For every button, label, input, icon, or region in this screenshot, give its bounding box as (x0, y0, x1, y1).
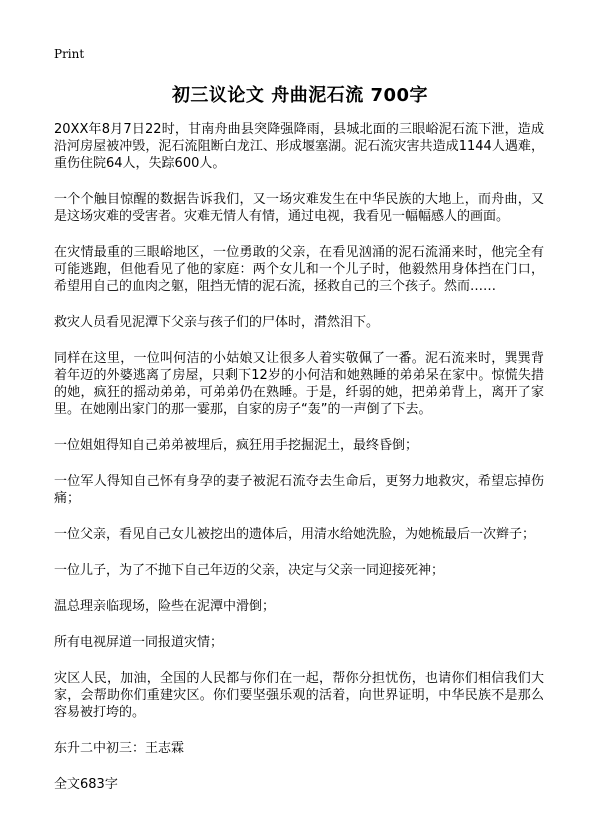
paragraph: 一位儿子，为了不抛下自己年迈的父亲，决定与父亲一同迎接死神； (54, 563, 445, 578)
paragraph: 灾区人民，加油，全国的人民都与你们在一起，帮你分担忧伤，也请你们相信我们大家，会帮助你们重建灾区。你们要坚强乐观的活着，向世界证明，中华民族不是那么容易被打垮的。 (54, 671, 544, 720)
paragraph: 同样在这里，一位叫何洁的小姑娘又让很多人着实敬佩了一番。泥石流来时，巽巽背着年迈的外婆逃离了房屋，只剩下12岁的小何洁和她熟睡的弟弟呆在家中。惊慌失措的她，疯狂的摇动弟弟，可弟弟仍在熟睡。于是，纤弱的她，把弟弟背上，离开了家里。在她刚出家门的那一霎那，自家的房子“轰”的一声倒了下去。 (54, 351, 544, 417)
paragraph: 一位军人得知自己怀有身孕的妻子被泥石流夺去生命后，更努力地救灾，希望忘掉伤痛； (54, 474, 544, 506)
paragraph: 救灾人员看见泥潭下父亲与孩子们的尸体时，潸然泪下。 (54, 315, 380, 330)
paragraph: 一位姐姐得知自己弟弟被埋后，疯狂用手挖掘泥土，最终昏倒； (54, 438, 419, 453)
paragraph: 一位父亲，看见自己女儿被挖出的遗体后，用清水给她洗脸，为她梳最后一次辫子； (54, 527, 536, 542)
paragraph: 20XX年8月7日22时，甘南舟曲县突降强降雨，县城北面的三眼峪泥石流下泄，造成沿河房屋被冲毁，泥石流阻断白龙江、形成堰塞湖。泥石流灾害共造成1144人遇难，重伤住院64人，失踪600人。 (54, 122, 544, 171)
paragraph: 在灾情最重的三眼峪地区，一位勇敢的父亲，在看见汹涌的泥石流涌来时，他完全有可能逃跑，但他看见了他的家庭：两个女儿和一个儿子时，他毅然用身体挡在门口，希望用自己的血肉之躯，阻挡无情的泥石流，拯救自己的三个孩子。然而…… (54, 245, 544, 294)
article-title: 初三议论文 舟曲泥石流 700字 (171, 85, 429, 106)
print-link[interactable]: Print (54, 47, 85, 61)
paragraph: 温总理亲临现场，险些在泥潭中滑倒； (54, 599, 276, 614)
word-count: 全文683字 (54, 777, 118, 792)
article-body (54, 121, 544, 812)
author-line: 东升二中初三：王志霖 (54, 741, 185, 756)
paragraph: 一个个触目惊醒的数据告诉我们，又一场灾难发生在中华民族的大地上，而舟曲，又是这场灾难的受害者。灾难无情人有情，通过电视，我看见一幅幅感人的画面。 (54, 192, 544, 224)
paragraph: 所有电视屏道一同报道灾情； (54, 635, 224, 650)
